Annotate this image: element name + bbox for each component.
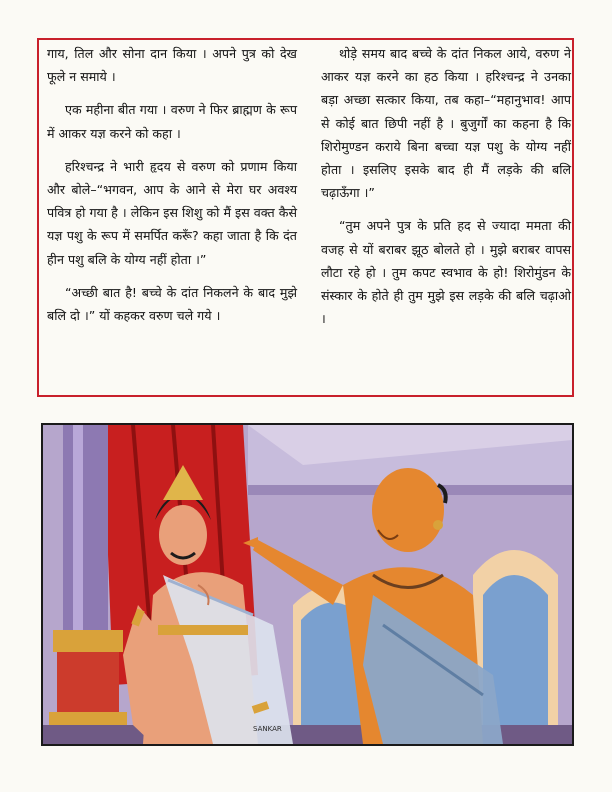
artist-signature: SANKAR [253,725,282,733]
paragraph: गाय, तिल और सोना दान किया । अपने पुत्र को देख फूले न समाये । [47,46,297,85]
sage-head [372,468,444,552]
paragraph: “अच्छी बात है! बच्चे के दांत निकलने के बाद मुझे बलि दो ।” यों कहकर वरुण चले गये । [47,284,297,324]
paragraph: हरिश्चन्द्र ने भारी हृदय से वरुण को प्रणाम किया और बोले–“भगवन, आप के आने से मेरा घर अवश्य पवित्र हो गया है । लेकिन इस शिशु को मैं इस वक्त कैसे यज्ञ पशु के रूप में समर्पित करूँ? कहा जाता है कि दंत हीन पशु बलि के योग्य नहीं होता ।” [47,158,297,267]
paragraph: “तुम अपने पुत्र के प्रति हद से ज्यादा ममता की वजह से यों बराबर झूठ बोलते हो । मुझे बराबर वापस लौटा रहे हो । तुम कपट स्वभाव के हो! शिरोमुंडन के संस्कार के होते ही तुम मुझे इस लड़के की बलि चढ़ाओ । [321,218,571,327]
text-frame [37,38,574,397]
right-text-column [321,42,571,340]
story-illustration [41,423,574,746]
king-face [159,505,207,565]
left-text-column [47,42,297,337]
paragraph: थोड़े समय बाद बच्चे के दांत निकल आये, वरुण ने आकर यज्ञ करने का हठ किया । हरिश्चन्द्र ने उनका बड़ा अच्छा सत्कार किया, तब कहा–“महानुभाव! आप से कोई बात छिपी नहीं है । बुजुर्गों का कहना है कि शिरोमुण्डन कराये बिना बच्चा यज्ञ पशु के योग्य नहीं होता । इसलिए इसके बाद ही मैं लड़के की बलि चढ़ाऊँगा ।” [321,46,571,201]
paragraph: एक महीना बीत गया । वरुण ने फिर ब्राह्मण के रूप में आकर यज्ञ करने को कहा । [47,102,297,141]
